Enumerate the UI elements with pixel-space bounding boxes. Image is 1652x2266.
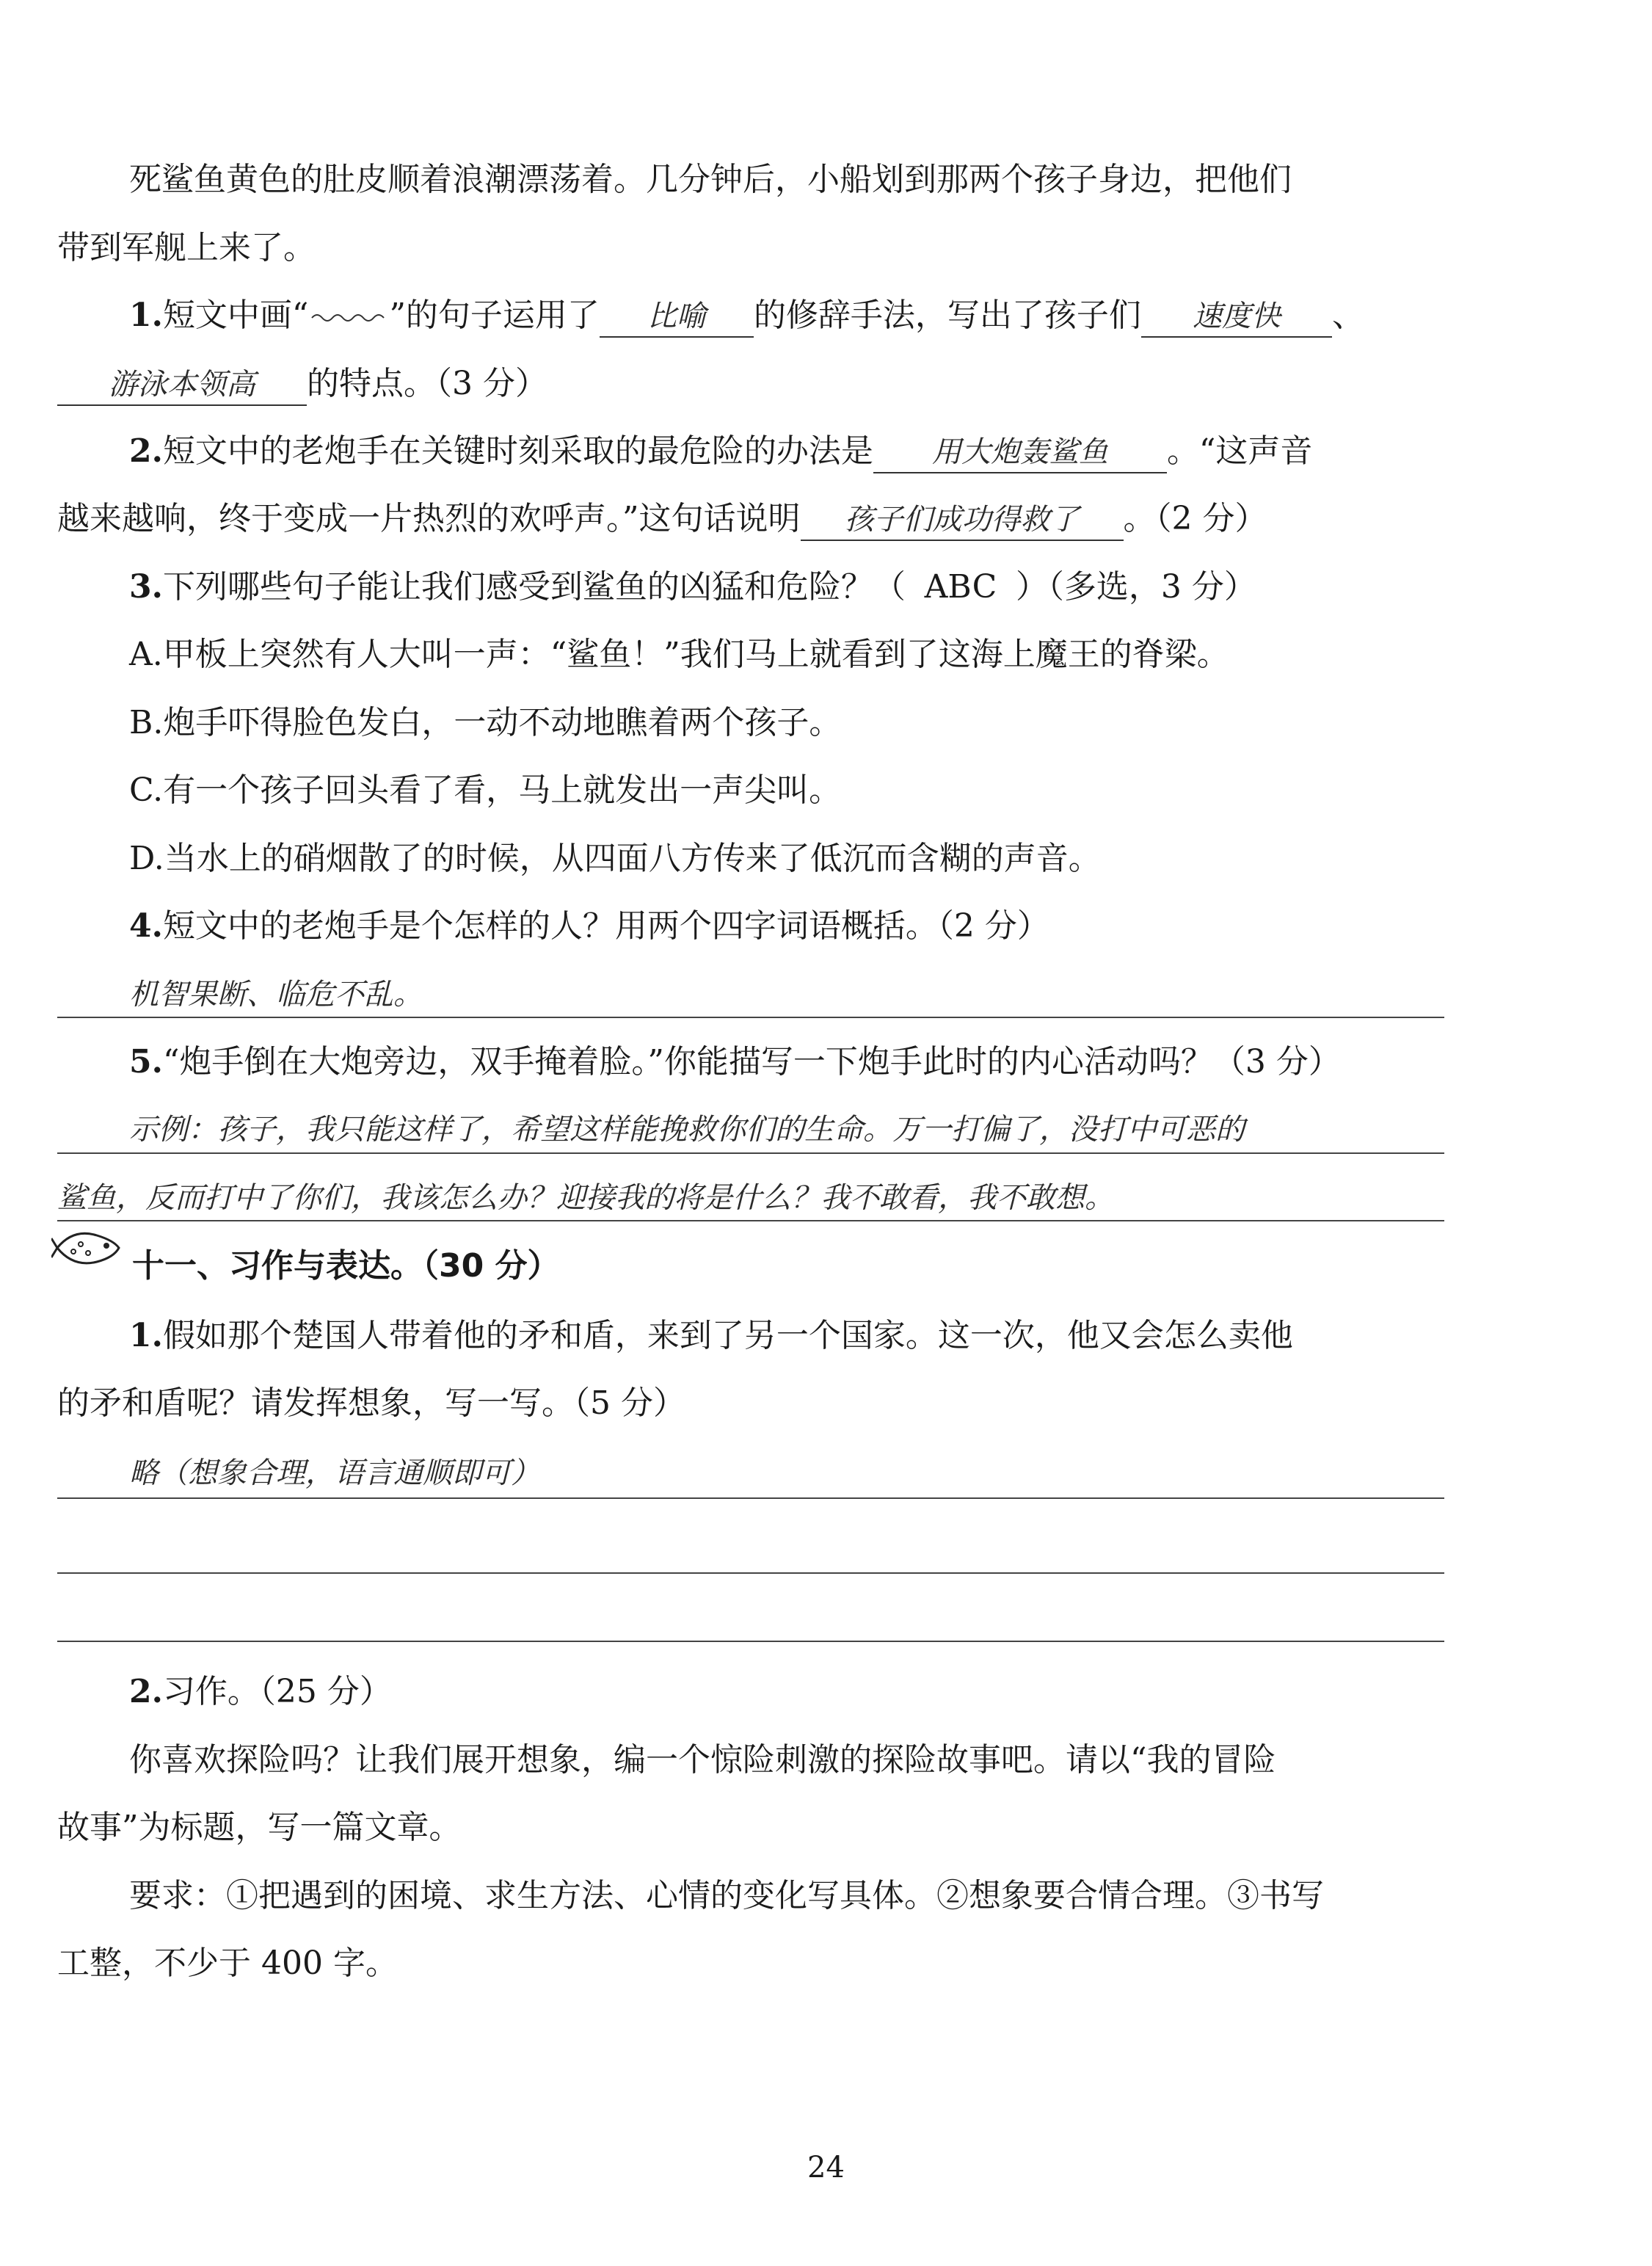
- answer-line: [57, 1017, 1444, 1018]
- writing-task-2-requirements-2: 工整，不少于 400 字。: [57, 1944, 398, 1982]
- question-4: [129, 904, 1049, 948]
- question-number: 5.: [129, 1043, 163, 1081]
- question-5: [129, 1040, 1341, 1084]
- writing-task-2-prompt-2: 故事”为标题，写一篇文章。: [57, 1809, 462, 1846]
- fish-icon: [51, 1222, 125, 1274]
- answer-blank-feature-2: 游泳本领高: [57, 365, 307, 406]
- answer-w1: 略（想象合理，语言通顺即可）: [129, 1456, 540, 1490]
- answer-blank-rhetoric: 比喻: [600, 297, 754, 338]
- question-number: 3.: [129, 568, 163, 606]
- question-text: 短文中的老炮手在关键时刻采取的最危险的办法是: [162, 432, 873, 470]
- option-a: A.甲板上突然有人大叫一声：“鲨鱼！”我们马上就看到了这海上魔王的脊梁。: [129, 636, 1229, 673]
- answer-blank-method: 用大炮轰鲨鱼: [873, 432, 1167, 473]
- question-1-cont: [57, 362, 547, 406]
- writing-task-1-cont: 的矛和盾呢？请发挥想象，写一写。（5 分）: [57, 1384, 685, 1422]
- question-3: [129, 565, 1256, 609]
- writing-task-2-prompt-1: 你喜欢探险吗？让我们展开想象，编一个惊险刺激的探险故事吧。请以“我的冒险: [129, 1741, 1276, 1779]
- answer-line: [57, 1497, 1444, 1499]
- writing-task-2-requirements-1: 要求：①把遇到的困境、求生方法、心情的变化写具体。②想象要合情合理。③书写: [129, 1877, 1324, 1914]
- answer-blank-meaning: 孩子们成功得救了: [801, 500, 1124, 541]
- question-number: 2.: [129, 1673, 163, 1710]
- option-c: C.有一个孩子回头看了看，马上就发出一声尖叫。: [129, 771, 842, 809]
- question-1: [129, 294, 1364, 338]
- question-text: 。（2 分）: [1123, 500, 1267, 537]
- answer-choice: ABC: [924, 568, 997, 606]
- answer-line: [57, 1152, 1444, 1154]
- wavy-underline-icon: [308, 311, 389, 325]
- writing-task-1: [129, 1314, 1293, 1358]
- question-2-cont: [57, 497, 1267, 541]
- question-text: 。“这声音: [1166, 432, 1313, 470]
- question-text: 、: [1331, 297, 1364, 334]
- answer-line: [57, 1572, 1444, 1574]
- question-text: 短文中画“: [162, 297, 309, 334]
- passage-line-2: 带到军舰上来了。: [57, 229, 316, 266]
- answer-line: [57, 1220, 1444, 1221]
- question-text: ）（多选，3 分）: [1015, 568, 1256, 606]
- question-text: 习作。（25 分）: [162, 1673, 392, 1710]
- question-number: 1.: [129, 297, 163, 334]
- question-text: “炮手倒在大炮旁边，双手掩着脸。”你能描写一下炮手此时的内心活动吗？（3 分）: [162, 1043, 1341, 1081]
- answer-q5-line-1: 示例：孩子，我只能这样了，希望这样能挽救你们的生命。万一打偏了，没打中可恶的: [129, 1113, 1245, 1147]
- page-number: 24: [807, 2151, 845, 2185]
- question-text: 的修辞手法，写出了孩子们: [753, 297, 1141, 334]
- question-text: 的特点。（3 分）: [307, 365, 547, 402]
- writing-task-2: [129, 1670, 392, 1714]
- question-text: 下列哪些句子能让我们感受到鲨鱼的凶猛和危险？（: [162, 568, 906, 606]
- question-2: [129, 429, 1312, 473]
- question-text: ”的句子运用了: [389, 297, 600, 334]
- option-d: D.当水上的硝烟散了的时候，从四面八方传来了低沉而含糊的声音。: [129, 840, 1101, 877]
- option-b: B.炮手吓得脸色发白，一动不动地瞧着两个孩子。: [129, 704, 842, 741]
- question-text: 越来越响，终于变成一片热烈的欢呼声。”这句话说明: [57, 500, 801, 537]
- question-text: 假如那个楚国人带着他的矛和盾，来到了另一个国家。这一次，他又会怎么卖他: [162, 1317, 1293, 1354]
- answer-line: [57, 1641, 1444, 1642]
- question-number: 2.: [129, 432, 163, 470]
- answer-q4: 机智果断、临危不乱。: [129, 978, 423, 1012]
- question-number: 1.: [129, 1317, 163, 1354]
- section-heading-11: 十一、习作与表达。（30 分）: [132, 1247, 560, 1285]
- question-number: 4.: [129, 907, 163, 945]
- passage-line-1: 死鲨鱼黄色的肚皮顺着浪潮漂荡着。几分钟后，小船划到那两个孩子身边，把他们: [129, 161, 1292, 198]
- answer-q5-line-2: 鲨鱼，反而打中了你们，我该怎么办？迎接我的将是什么？我不敢看，我不敢想。: [57, 1181, 1114, 1215]
- answer-blank-feature-1: 速度快: [1141, 297, 1332, 338]
- question-text: 短文中的老炮手是个怎样的人？用两个四字词语概括。（2 分）: [162, 907, 1049, 945]
